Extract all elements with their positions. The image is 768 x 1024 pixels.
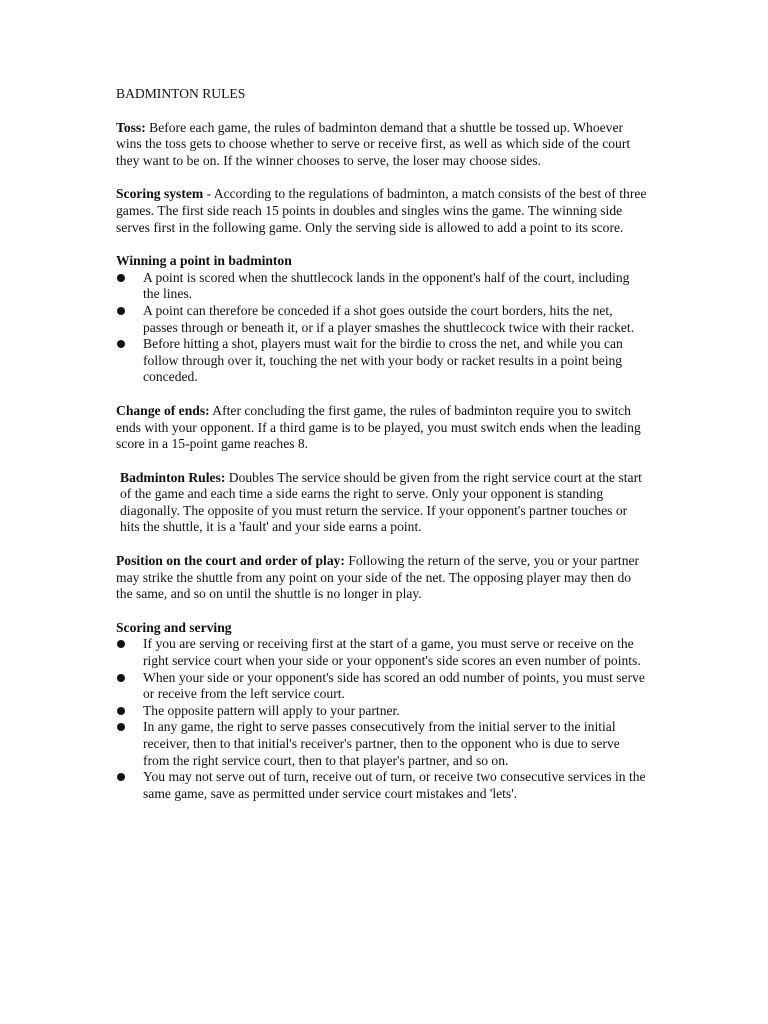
position-label: Position on the court and order of play: xyxy=(116,553,345,569)
badminton-rules-text: Doubles The service should be given from the right service court at the start of the game and each time a side earns the right to serve. Only your opponent is standing diagonally. The opposite of you must return the service. If your opponent's partner touches or hits the shuttle, it is a 'fault' and your side earns a point. xyxy=(120,469,642,535)
list-item xyxy=(116,703,648,720)
scoring-system-text: - According to the regulations of badminton, a match consists of the best of three games. The first side reach 15 points in doubles and singles wins the game. The winning side serves first in the following game. Only the serving side is allowed to add a point to its score. xyxy=(116,186,647,235)
list-item xyxy=(116,636,648,669)
list-item xyxy=(116,719,648,769)
change-of-ends-paragraph xyxy=(116,403,648,453)
list-item xyxy=(116,769,648,802)
list-item-text: The opposite pattern will apply to your partner. xyxy=(143,702,400,718)
toss-text: Before each game, the rules of badminton demand that a shuttle be tossed up. Whoever wins the toss gets to choose whether to serve or receive first, as well as which side of the court they want to be on. If the winner chooses to serve, the loser may choose sides. xyxy=(116,119,631,168)
document-page xyxy=(116,86,648,819)
scoring-serving-list xyxy=(116,636,648,802)
winning-point-list xyxy=(116,270,648,386)
scoring-system-label: Scoring system xyxy=(116,186,204,202)
list-item-text: When your side or your opponent's side has scored an odd number of points, you must serve or receive from the left service court. xyxy=(143,669,645,702)
list-item xyxy=(116,336,648,386)
list-item-text: In any game, the right to serve passes consecutively from the initial server to the initial receiver, then to that initial's receiver's partner, then to the opponent who is due to serve from the right service court, then to that player's partner, and so on. xyxy=(143,719,620,768)
list-item-text: A point can therefore be conceded if a shot goes outside the court borders, hits the net, passes through or beneath it, or if a player smashes the shuttlecock twice with their racket. xyxy=(143,302,635,335)
bullet-icon xyxy=(117,274,125,282)
scoring-system-paragraph xyxy=(116,186,648,236)
badminton-rules-paragraph xyxy=(116,470,648,536)
change-of-ends-text: After concluding the first game, the rules of badminton require you to switch ends with your opponent. If a third game is to be played, you must switch ends when the leading score in a 15-point game reaches 8. xyxy=(116,402,641,452)
list-item-text: If you are serving or receiving first at the start of a game, you must serve or receive on the right service court when your side or your opponent's side scores an even number of points. xyxy=(143,636,641,669)
list-item-text: A point is scored when the shuttlecock lands in the opponent's half of the court, including the lines. xyxy=(143,269,630,302)
list-item-text: You may not serve out of turn, receive out of turn, or receive two consecutive services in the same game, save as permitted under service court mistakes and 'lets'. xyxy=(143,769,646,801)
bullet-icon xyxy=(117,707,125,715)
change-of-ends-label: Change of ends: xyxy=(116,402,210,418)
list-item-text: Before hitting a shot, players must wait for the birdie to cross the net, and while you can follow through over it, touching the net with your body or racket results in a point being conceded. xyxy=(143,336,623,385)
badminton-rules-label: Badminton Rules: xyxy=(120,469,226,485)
list-item xyxy=(116,670,648,703)
bullet-icon xyxy=(117,340,125,348)
bullet-icon xyxy=(117,307,125,315)
position-paragraph xyxy=(116,553,648,603)
list-item xyxy=(116,270,648,303)
document-title: BADMINTON RULES xyxy=(116,86,246,101)
toss-label: Toss: xyxy=(116,119,146,135)
toss-paragraph xyxy=(116,120,648,170)
list-item xyxy=(116,303,648,336)
winning-point-heading: Winning a point in badminton xyxy=(116,253,292,269)
bullet-icon xyxy=(117,773,125,781)
bullet-icon xyxy=(117,640,125,648)
bullet-icon xyxy=(117,674,125,682)
bullet-icon xyxy=(117,723,125,731)
position-text: Following the return of the serve, you or your partner may strike the shuttle from any point on your side of the net. The opposing player may then do the same, and so on until the shuttle is no longer in play. xyxy=(116,553,640,602)
scoring-serving-heading: Scoring and serving xyxy=(116,619,232,635)
